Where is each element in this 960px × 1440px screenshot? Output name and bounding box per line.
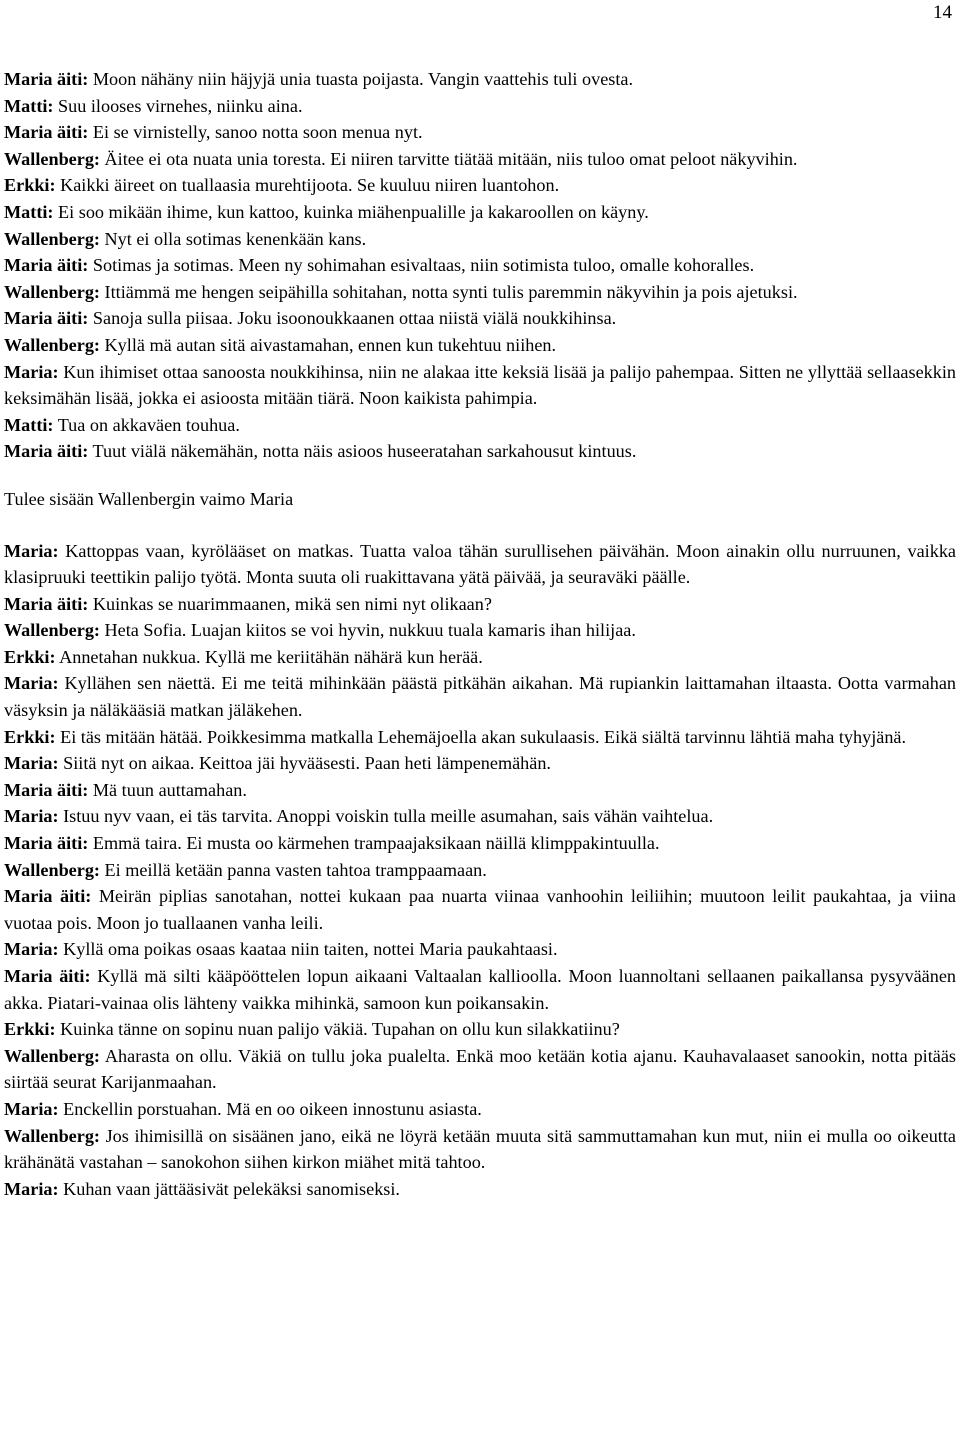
dialogue-text: Heta Sofia. Luajan kiitos se voi hyvin, nukkuu tuala kamaris ihan hilijaa. (99, 620, 636, 641)
dialogue-text: Ei meillä ketään panna vasten tahtoa tramppaamaan. (99, 859, 487, 880)
dialogue-block-2 (4, 538, 956, 1203)
dialogue-line (4, 724, 956, 751)
dialogue-text: Sotimas ja sotimas. Meen ny sohimahan esivaltaas, niin sotimista tuloo, omalle kohoralles. (88, 255, 755, 276)
dialogue-line (4, 279, 956, 306)
speaker-name: Maria äiti: (4, 255, 89, 276)
dialogue-line (4, 857, 956, 884)
speaker-name: Wallenberg: (4, 1125, 100, 1146)
dialogue-line (4, 803, 956, 830)
dialogue-line (4, 199, 956, 226)
dialogue-text: Kaikki äireet on tuallaasia murehtijoota. Se kuuluu niiren luantohon. (55, 175, 560, 196)
speaker-name: Maria: (4, 806, 59, 827)
speaker-name: Maria: (4, 540, 59, 561)
dialogue-line (4, 172, 956, 199)
dialogue-text: Kyllä mä autan sitä aivastamahan, ennen kun tukehtuu niihen. (99, 334, 557, 355)
speaker-name: Wallenberg: (4, 148, 100, 169)
speaker-name: Erkki: (4, 175, 56, 196)
dialogue-line (4, 412, 956, 439)
dialogue-text: Istuu nyv vaan, ei täs tarvita. Anoppi voiskin tulla meille asumahan, sais vähän vaihtelua. (58, 806, 714, 827)
dialogue-line (4, 1176, 956, 1203)
stage-direction: Tulee sisään Wallenbergin vaimo Maria (4, 488, 294, 509)
speaker-name: Wallenberg: (4, 334, 100, 355)
dialogue-line (4, 119, 956, 146)
speaker-name: Wallenberg: (4, 1045, 100, 1066)
speaker-name: Maria äiti: (4, 441, 89, 462)
speaker-name: Matti: (4, 95, 54, 116)
speaker-name: Maria: (4, 361, 59, 382)
dialogue-text: Kyllä oma poikas osaas kaataa niin taiten, nottei Maria paukahtaasi. (58, 939, 558, 960)
dialogue-text: Kuhan vaan jättääsivät pelekäksi sanomiseksi. (58, 1178, 400, 1199)
dialogue-line (4, 936, 956, 963)
dialogue-line (4, 252, 956, 279)
dialogue-line (4, 830, 956, 857)
page-number: 14 (933, 2, 952, 23)
document-body (4, 66, 956, 1202)
dialogue-text: Kuinkas se nuarimmaanen, mikä sen nimi nyt olikaan? (88, 593, 492, 614)
dialogue-text: Enckellin porstuahan. Mä en oo oikeen innostunu asiasta. (58, 1098, 482, 1119)
speaker-name: Matti: (4, 414, 54, 435)
dialogue-text: Kyllähen sen näettä. Ei me teitä mihinkään päästä pitkähän aikahan. Mä rupiankin laittamahan iltaasta. Ootta varmahan väsyksin ja näläkääsiä matkan jäläkehen. (4, 673, 956, 721)
dialogue-text: Annetahan nukkua. Kyllä me keriitähän nähärä kun herää. (55, 646, 483, 667)
speaker-name: Wallenberg: (4, 228, 100, 249)
dialogue-line (4, 670, 956, 723)
dialogue-line (4, 963, 956, 1016)
speaker-name: Maria: (4, 1098, 59, 1119)
dialogue-line (4, 591, 956, 618)
dialogue-text: Ei täs mitään hätää. Poikkesimma matkalla Lehemäjoella akan sukulaasis. Eikä siältä tarvinnu lähtiä maha tyhyjänä. (55, 726, 907, 747)
speaker-name: Matti: (4, 201, 54, 222)
dialogue-text: Ittiämmä me hengen seipähilla sohitahan, notta synti tulis paremmin näkyvihin ja pois ajetuksi. (99, 281, 798, 302)
dialogue-line (4, 644, 956, 671)
dialogue-line (4, 750, 956, 777)
dialogue-line (4, 226, 956, 253)
dialogue-line (4, 617, 956, 644)
speaker-name: Erkki: (4, 1019, 56, 1040)
speaker-name: Maria äiti: (4, 122, 89, 143)
dialogue-line (4, 883, 956, 936)
dialogue-text: Nyt ei olla sotimas kenenkään kans. (99, 228, 367, 249)
speaker-name: Erkki: (4, 646, 56, 667)
speaker-name: Wallenberg: (4, 620, 100, 641)
dialogue-block-1 (4, 66, 956, 465)
dialogue-line (4, 1096, 956, 1123)
speaker-name: Maria äiti: (4, 779, 89, 800)
speaker-name: Maria: (4, 673, 59, 694)
speaker-name: Maria äiti: (4, 593, 89, 614)
speaker-name: Maria äiti: (4, 966, 91, 986)
dialogue-line (4, 1123, 956, 1176)
speaker-name: Maria äiti: (4, 886, 92, 907)
dialogue-text: Tuut viälä näkemähän, notta näis asioos huseeratahan sarkahousut kintuus. (88, 441, 637, 462)
dialogue-line (4, 305, 956, 332)
dialogue-text: Kun ihimiset ottaa sanoosta noukkihinsa, niin ne alakaa itte keksiä lisää ja palijo pahempaa. Sitten ne yllyttää sellaasekkin keksimähän lisää, jokka ei asioosta mitään tiärä. Noon kaikista pahimpia. (4, 361, 956, 409)
dialogue-line (4, 66, 956, 93)
dialogue-text: Aharasta on ollu. Väkiä on tullu joka pualelta. Enkä moo ketään kotia ajanu. Kauhavalaaset sanookin, notta pitääs siirtää seurat Karijanmaahan. (4, 1045, 956, 1093)
dialogue-text: Mä tuun auttamahan. (88, 779, 247, 800)
speaker-name: Wallenberg: (4, 859, 100, 880)
dialogue-line (4, 538, 956, 591)
dialogue-text: Ei se virnistelly, sanoo notta soon menua nyt. (88, 122, 423, 143)
dialogue-line (4, 438, 956, 465)
dialogue-line (4, 93, 956, 120)
dialogue-text: Sanoja sulla piisaa. Joku isoonoukkaanen ottaa niistä viälä noukkihinsa. (88, 308, 617, 329)
dialogue-text: Siitä nyt on aikaa. Keittoa jäi hyvääsesti. Paan heti lämpenemähän. (58, 753, 551, 774)
dialogue-line (4, 777, 956, 804)
speaker-name: Wallenberg: (4, 281, 100, 302)
dialogue-line (4, 146, 956, 173)
dialogue-text: Jos ihimisillä on sisäänen jano, eikä ne löyrä ketään muuta sitä sammuttamahan kun mut, niin ei mulla oo oikeutta krähänätä vastahan – sanokohon siihen kirkon miähet mitä tahtoo. (4, 1125, 956, 1173)
speaker-name: Maria: (4, 1178, 59, 1199)
speaker-name: Erkki: (4, 726, 56, 747)
speaker-name: Maria: (4, 939, 59, 960)
dialogue-text: Kattoppas vaan, kyrölääset on matkas. Tuatta valoa tähän surullisehen päivähän. Moon ainakin ollu nurruunen, vaikka klasipruuki teettikin palijo työtä. Monta suuta oli ruakittavana yätä päivää, ja seuraväki päälle. (4, 540, 956, 588)
dialogue-line (4, 1016, 956, 1043)
dialogue-line (4, 1043, 956, 1096)
dialogue-line (4, 359, 956, 412)
dialogue-text: Emmä taira. Ei musta oo kärmehen trampaajaksikaan näillä klimppakintuulla. (88, 833, 660, 854)
dialogue-text: Kuinka tänne on sopinu nuan palijo väkiä. Tupahan on ollu kun silakkatiinu? (55, 1019, 620, 1040)
dialogue-text: Moon nähäny niin häjyjä unia tuasta poijasta. Vangin vaattehis tuli ovesta. (88, 69, 634, 89)
speaker-name: Maria: (4, 753, 59, 774)
dialogue-line (4, 332, 956, 359)
speaker-name: Maria äiti: (4, 308, 89, 329)
dialogue-text: Ei soo mikään ihime, kun kattoo, kuinka miähenpualille ja kakaroollen on käyny. (53, 201, 649, 222)
speaker-name: Maria äiti: (4, 69, 89, 89)
dialogue-text: Meirän piplias sanotahan, nottei kukaan paa nuarta viinaa vanhoohin leiliihin; muutoon leilit paukahtaa, ja viina vuotaa pois. Moon jo tuallaanen vanha leili. (4, 886, 956, 933)
dialogue-text: Tua on akkaväen touhua. (53, 414, 240, 435)
dialogue-text: Kyllä mä silti kääpööttelen lopun aikaani Valtaalan kallioolla. Moon luannoltani sellaanen paikallansa pysyväänen akka. Piatari-vainaa olis lähteny vaikka mihinkä, samoon kun poikansakin. (4, 966, 956, 1013)
dialogue-text: Äitee ei ota nuata unia toresta. Ei niiren tarvitte tiätää mitään, niis tuloo omat peloot näkyvihin. (99, 148, 798, 169)
dialogue-text: Suu ilooses virnehes, niinku aina. (53, 95, 303, 116)
speaker-name: Maria äiti: (4, 833, 89, 854)
